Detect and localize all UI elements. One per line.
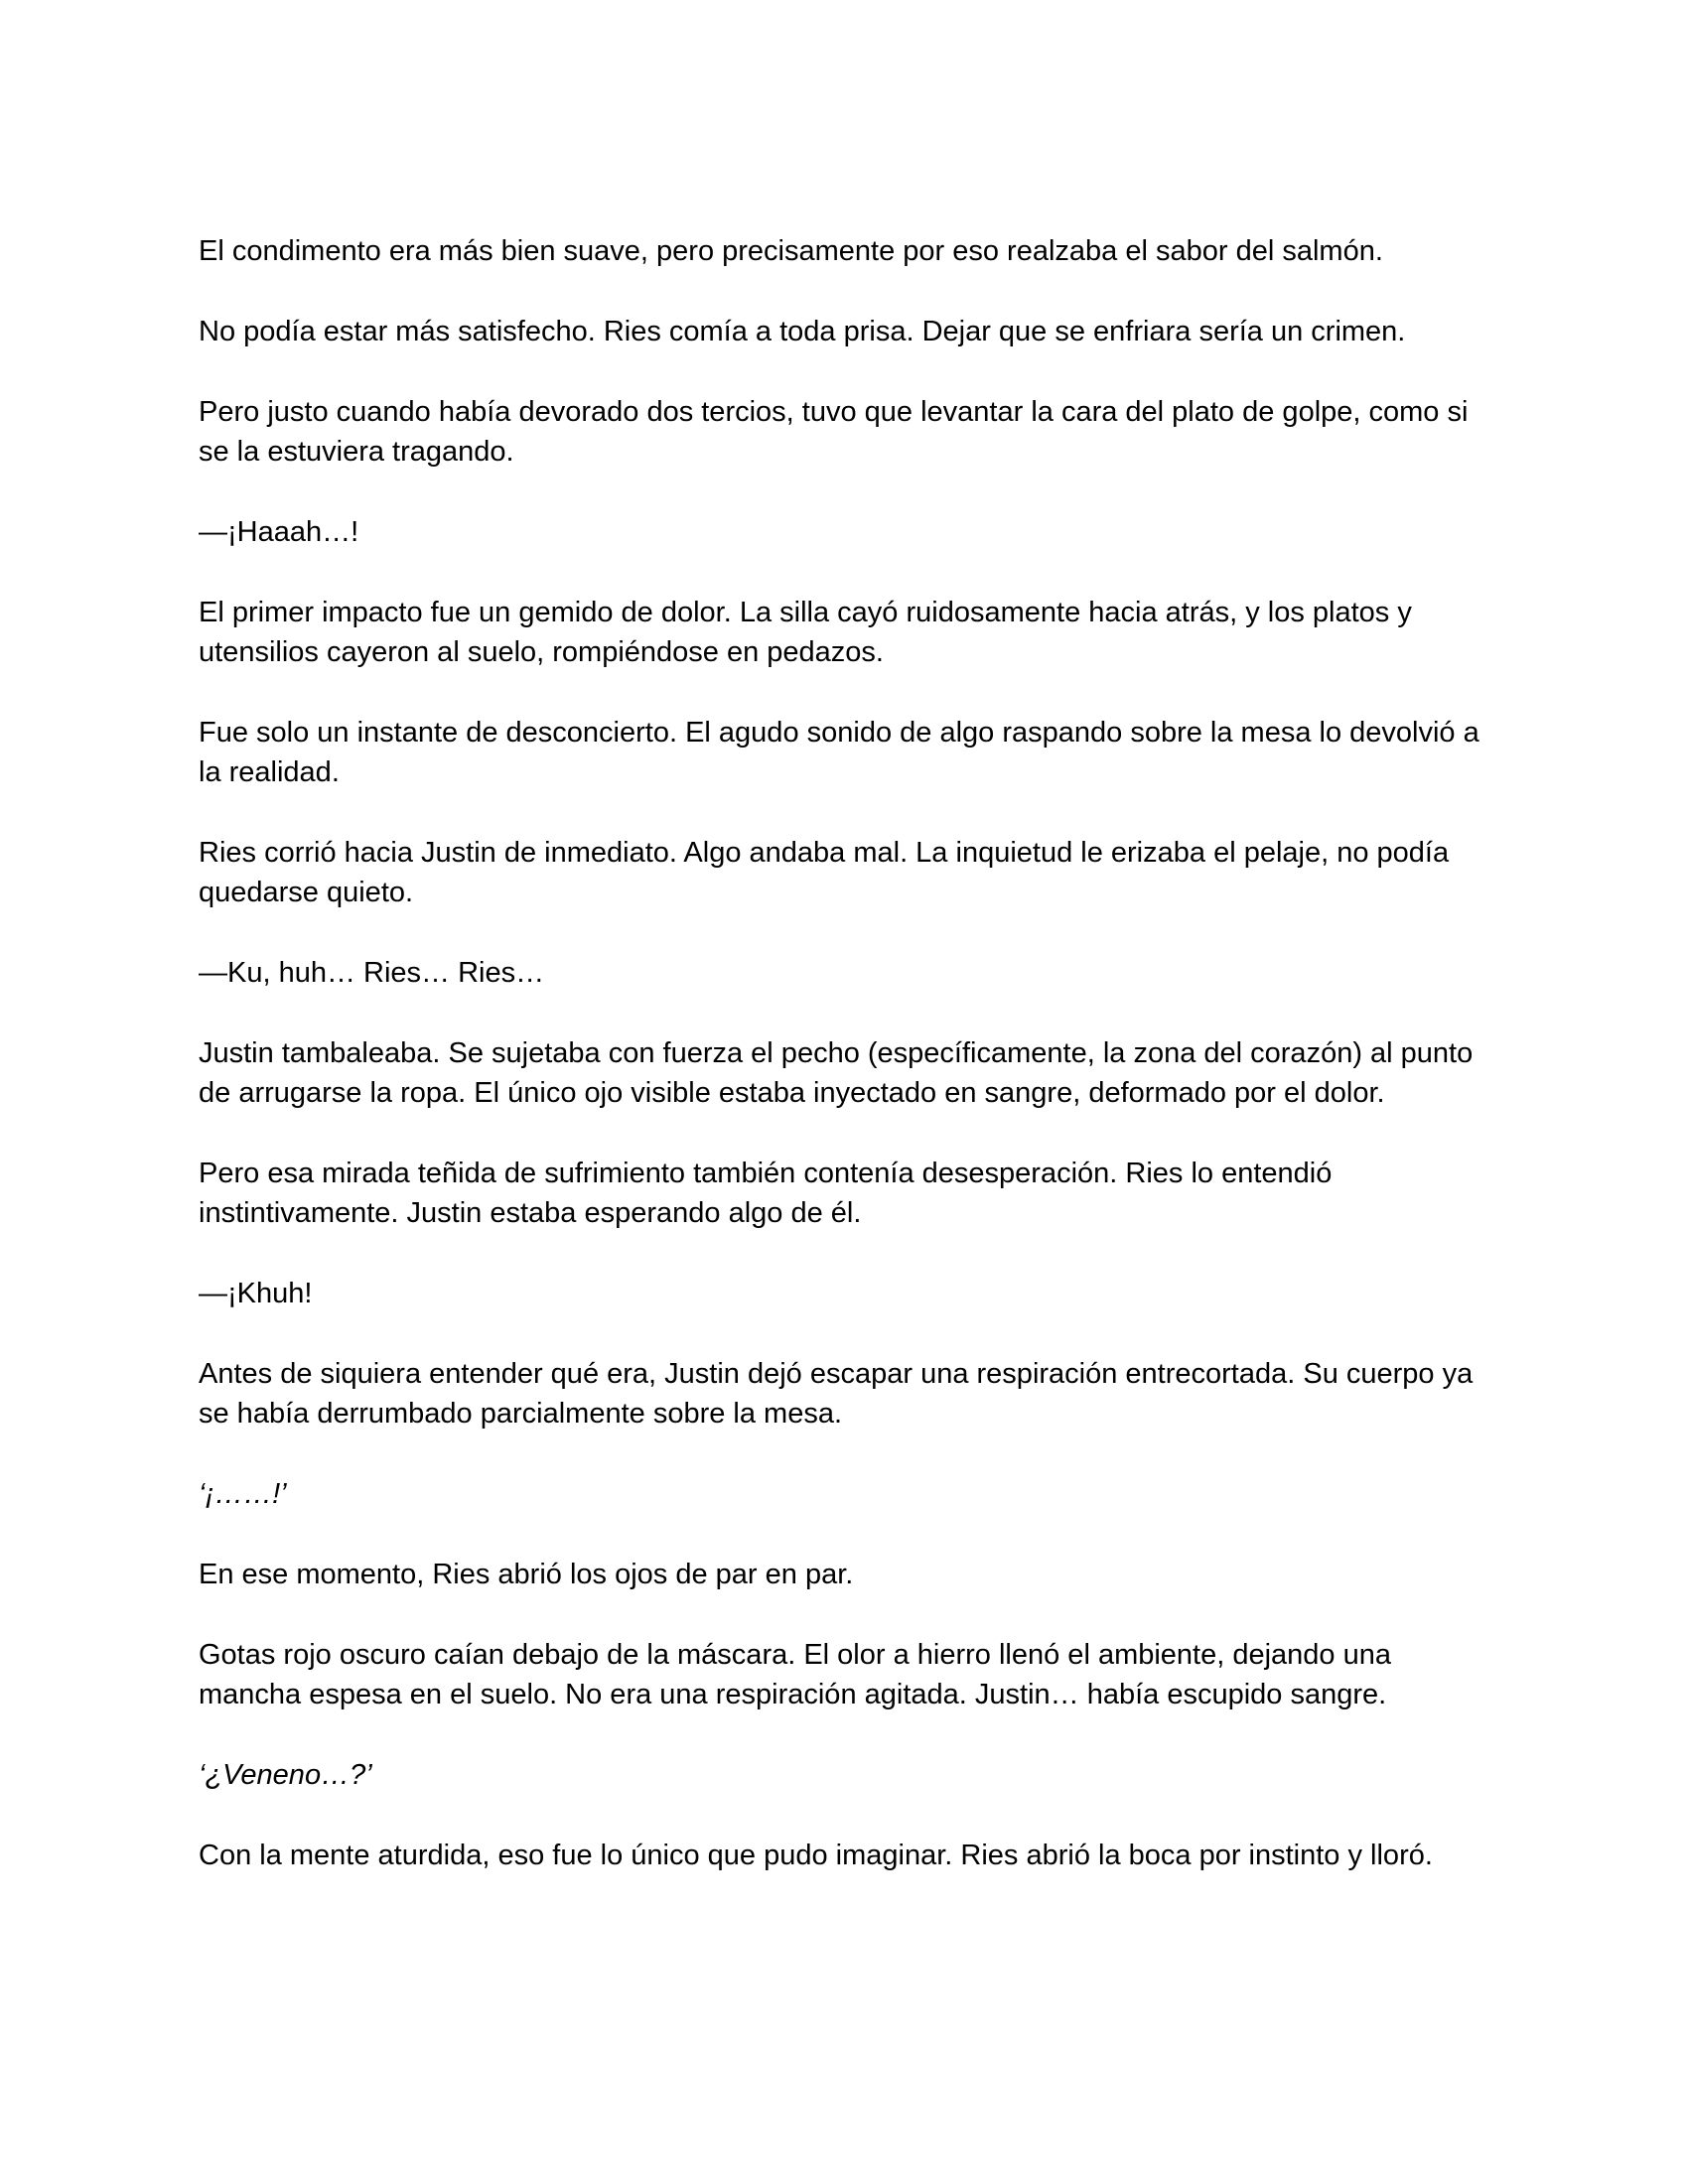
paragraph-narration: El condimento era más bien suave, pero precisamente por eso realzaba el sabor del salmón. [199,235,1383,267]
paragraph-narration: Pero justo cuando había devorado dos tercios, tuvo que levantar la cara del plato de golpe, como si se la estuviera tragando. [199,396,1469,468]
paragraph-narration: No podía estar más satisfecho. Ries comía a toda prisa. Dejar que se enfriara sería un crimen. [199,316,1406,347]
paragraph-narration: En ese momento, Ries abrió los ojos de par en par. [199,1559,854,1590]
paragraph-narration: El primer impacto fue un gemido de dolor. La silla cayó ruidosamente hacia atrás, y los platos y utensilios cayeron al suelo, rompiéndose en pedazos. [199,597,1412,668]
paragraph-narration: Antes de siquiera entender qué era, Justin dejó escapar una respiración entrecortada. Su cuerpo ya se había derrumbado parcialmente sobre la mesa. [199,1358,1474,1430]
dialogue-line: —¡Haaah…! [199,516,359,548]
paragraph-narration: Ries corrió hacia Justin de inmediato. Algo andaba mal. La inquietud le erizaba el pelaje, no podía quedarse quieto. [199,837,1450,908]
dialogue-line: —Ku, huh… Ries… Ries… [199,957,545,989]
paragraph-narration: Justin tambaleaba. Se sujetaba con fuerza el pecho (específicamente, la zona del corazón) al punto de arrugarse la ropa. El único ojo visible estaba inyectado en sangre, deformado por el dolor. [199,1037,1474,1109]
inner-thought-line: ‘¡……!’ [199,1478,287,1510]
text-column [199,231,1499,1916]
inner-thought-line: ‘¿Veneno…?’ [199,1759,372,1791]
paragraph-narration: Con la mente aturdida, eso fue lo único que pudo imaginar. Ries abrió la boca por instinto y lloró. [199,1840,1433,1871]
paragraph-narration: Gotas rojo oscuro caían debajo de la máscara. El olor a hierro llenó el ambiente, dejando una mancha espesa en el suelo. No era una respiración agitada. Justin… había escupido sangre. [199,1639,1392,1710]
paragraph-narration: Pero esa mirada teñida de sufrimiento también contenía desesperación. Ries lo entendió instintivamente. Justin estaba esperando algo de él. [199,1158,1333,1229]
dialogue-line: —¡Khuh! [199,1278,313,1309]
paragraph-narration: Fue solo un instante de desconcierto. El agudo sonido de algo raspando sobre la mesa lo devolvió a la realidad. [199,717,1479,788]
